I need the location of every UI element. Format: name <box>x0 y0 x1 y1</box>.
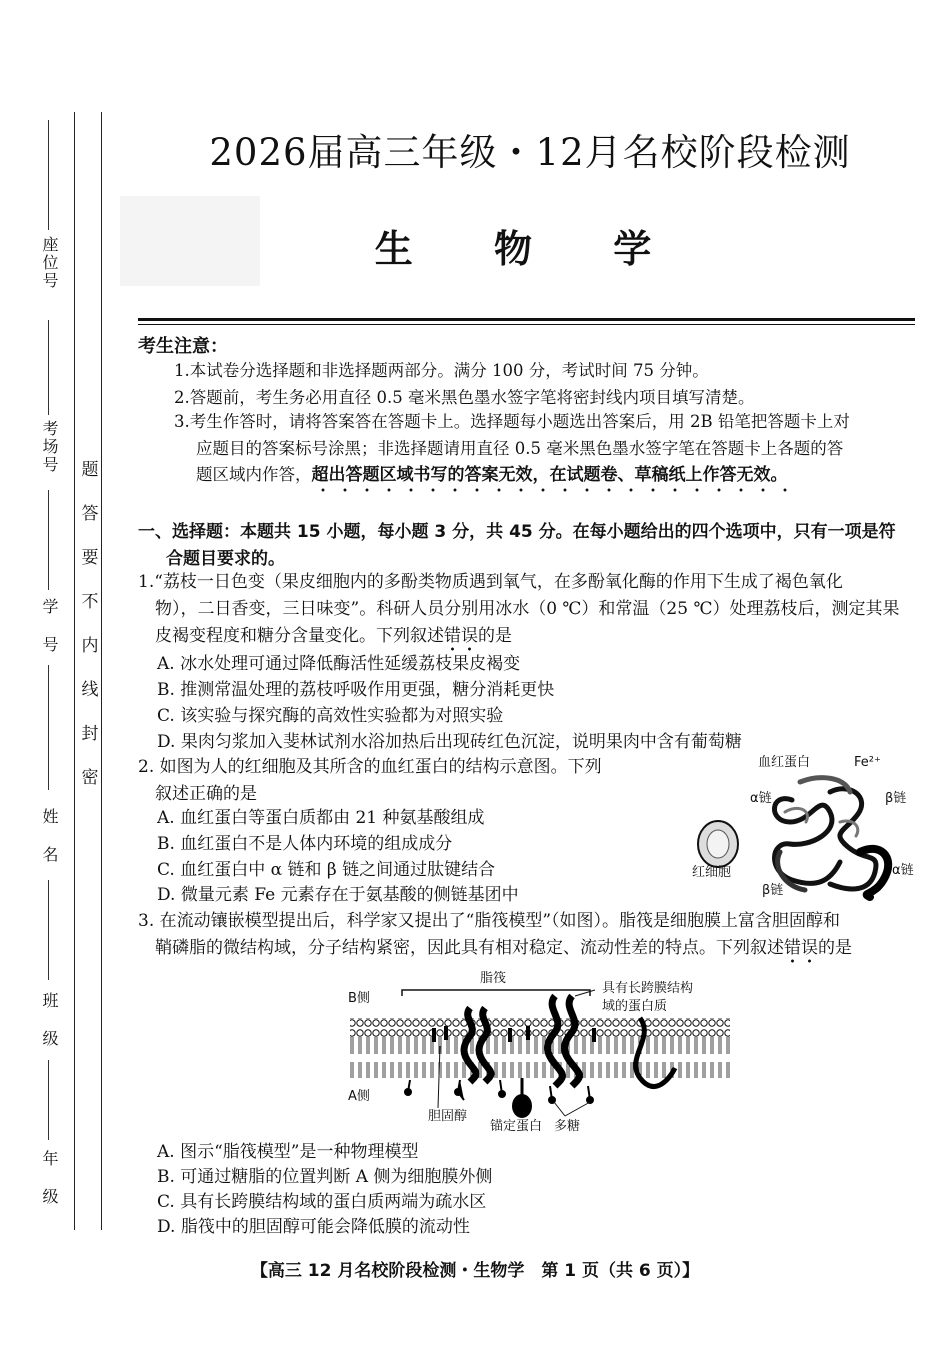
q1-option-d[interactable]: D. 果肉匀浆加入斐林试剂水浴加热后出现砖红色沉淀，说明果肉中含有葡萄糖 <box>157 732 742 752</box>
q1-line2: 物），二日香变，三日味变”。科研人员分别用冰水（0 ℃）和常温（25 ℃）处理荔枝后，测定其果 <box>155 599 900 619</box>
q1-line3 <box>138 623 918 650</box>
anchor-protein-label: 锚定蛋白 <box>490 1119 543 1133</box>
seal-char: 不 <box>81 592 99 612</box>
notice-item-3-cont: 应题目的答案标号涂黑；非选择题请用直径 0.5 毫米黑色墨水签字笔在答题卡上各题的答 <box>196 439 844 458</box>
subject-title: 生 物 学 <box>374 226 686 271</box>
cholesterol-label: 胆固醇 <box>428 1109 468 1124</box>
q3-option-b[interactable]: B. 可通过糖脂的位置判断 A 侧为细胞膜外侧 <box>157 1167 493 1187</box>
student-id-label: 学号 <box>40 598 59 674</box>
raft-label: 脂筏 <box>480 971 507 986</box>
seal-char: 线 <box>81 680 99 700</box>
section-heading <box>138 519 918 573</box>
seal-char: 密 <box>81 768 99 788</box>
section-heading-line2: 合题目要求的。 <box>166 549 285 569</box>
section-heading-line1: 一、选择题：本题共 15 小题，每小题 3 分，共 45 分。在每小题给出的四个选项中，只有一项是符 <box>138 522 896 542</box>
hemoglobin-figure <box>680 752 925 902</box>
header-rule-thin <box>138 324 915 325</box>
exam-room-label: 考场号 <box>40 420 59 474</box>
notice-heading: 考生注意： <box>138 336 228 357</box>
alpha-chain-label-left: α链 <box>750 791 772 806</box>
alpha-chain-label-bottom: α链 <box>892 863 914 878</box>
q3-line2 <box>138 935 918 962</box>
q2-line1: 2. 如图为人的红细胞及其所含的血红蛋白的结构示意图。下列 <box>138 757 602 777</box>
q1-line1: 1.“荔枝一日色变（果皮细胞内的多酚类物质遇到氧气，在多酚氧化酶的作用下生成了褐色氧化 <box>138 572 843 592</box>
raft-bracket <box>402 990 590 996</box>
q3-option-a[interactable]: A. 图示“脂筏模型”是一种物理模型 <box>157 1142 419 1162</box>
fe-label: Fe²⁺ <box>854 755 881 770</box>
q1-line3a: 皮褐变程度和糖分含量变化。下列叙述 <box>155 626 444 646</box>
red-blood-cell-icon <box>698 821 738 867</box>
seal-char: 内 <box>81 636 99 656</box>
q3-line2a: 鞘磷脂的微结构域，分子结构紧密，因此具有相对稳定、流动性差的特点。下列叙述 <box>155 938 784 958</box>
q3-keyword: 错误 <box>784 938 818 964</box>
notice-item-3-end <box>196 461 941 489</box>
q3-line1: 3. 在流动镶嵌模型提出后，科学家又提出了“脂筏模型”（如图）。脂筏是细胞膜上富含胆固醇和 <box>138 911 841 931</box>
anchored-protein <box>512 1078 532 1118</box>
q2-option-b[interactable]: B. 血红蛋白不是人体内环境的组成成分 <box>157 834 453 854</box>
class-label: 班级 <box>40 992 59 1068</box>
b-side-label: B侧 <box>348 991 370 1006</box>
lipid-raft-figure <box>340 968 740 1133</box>
q1-keyword: 错误 <box>444 626 478 652</box>
seat-number-label: 座位号 <box>40 236 59 290</box>
beta-chain-label-right: β链 <box>885 791 907 806</box>
exam-room-blank[interactable] <box>48 320 49 415</box>
polysaccharide-label: 多糖 <box>554 1119 581 1133</box>
q2-line2: 叙述正确的是 <box>155 784 257 804</box>
name-blank-upper[interactable] <box>48 665 49 790</box>
seal-char: 要 <box>81 548 99 568</box>
q1-option-a[interactable]: A. 冰水处理可通过降低酶活性延缓荔枝果皮褐变 <box>157 654 521 674</box>
seal-line-outer <box>74 112 75 1230</box>
name-label: 姓名 <box>40 808 59 884</box>
seal-char: 题 <box>81 460 99 480</box>
seal-warning <box>80 448 100 800</box>
notice-emphasis: 超出答题区域书写的答案无效，在试题卷、草稿纸上作答无效。 <box>312 465 788 493</box>
q2-option-d[interactable]: D. 微量元素 Fe 元素存在于氨基酸的侧链基团中 <box>157 885 519 905</box>
q2-stem <box>138 754 698 808</box>
q3-option-c[interactable]: C. 具有长跨膜结构域的蛋白质两端为疏水区 <box>157 1192 487 1212</box>
seal-line-inner <box>101 112 102 1230</box>
page-footer: 【高三 12 月名校阶段检测・生物学 第 1 页（共 6 页）】 <box>250 1261 700 1281</box>
grade-blank[interactable] <box>48 1060 49 1140</box>
seal-char: 答 <box>81 504 99 524</box>
notice-item-2: 2.答题前，考生务必用直径 0.5 毫米黑色墨水签字笔将密封线内项目填写清楚。 <box>174 388 755 407</box>
beta-chain-label-bottom: β链 <box>762 883 784 898</box>
q1-option-c[interactable]: C. 该实验与探究酶的高效性实验都为对照实验 <box>157 706 504 726</box>
long-tm-protein-label-1: 具有长跨膜结构 <box>602 981 694 996</box>
header-rule-thick <box>138 318 915 321</box>
q3-stem <box>138 908 918 962</box>
seal-char: 封 <box>81 724 99 744</box>
notice-item-1: 1.本试卷分选择题和非选择题两部分。满分 100 分，考试时间 75 分钟。 <box>174 361 709 380</box>
q1-stem <box>138 569 918 650</box>
q3-line2c: 的是 <box>818 938 852 958</box>
q1-option-b[interactable]: B. 推测常温处理的荔枝呼吸作用更强，糖分消耗更快 <box>157 680 555 700</box>
notice-item-3-tail: 题区域内作答， <box>196 465 312 484</box>
notice-item-3: 3.考生作答时，请将答案答在答题卡上。选择题每小题选出答案后，用 2B 铅笔把答题卡上对 <box>174 412 850 431</box>
q1-line3c: 的是 <box>478 626 512 646</box>
q2-option-a[interactable]: A. 血红蛋白等蛋白质都由 21 种氨基酸组成 <box>157 808 485 828</box>
class-blank-upper[interactable] <box>48 880 49 980</box>
hemoglobin-label: 血红蛋白 <box>758 755 811 770</box>
polysaccharide-chains <box>405 1080 593 1103</box>
long-tm-protein-label-2: 域的蛋白质 <box>602 999 668 1014</box>
student-id-blank[interactable] <box>48 490 49 590</box>
hemoglobin-icon <box>774 778 888 897</box>
red-blood-cell-label: 红细胞 <box>692 865 732 880</box>
q2-option-c[interactable]: C. 血红蛋白中 α 链和 β 链之间通过肽键结合 <box>157 860 496 880</box>
exam-title: 2026届高三年级・12月名校阶段检测 <box>209 131 851 174</box>
a-side-label: A侧 <box>348 1089 370 1104</box>
grade-label: 年级 <box>40 1150 59 1226</box>
seat-number-blank[interactable] <box>48 120 49 230</box>
q3-option-d[interactable]: D. 脂筏中的胆固醇可能会降低膜的流动性 <box>157 1217 470 1237</box>
